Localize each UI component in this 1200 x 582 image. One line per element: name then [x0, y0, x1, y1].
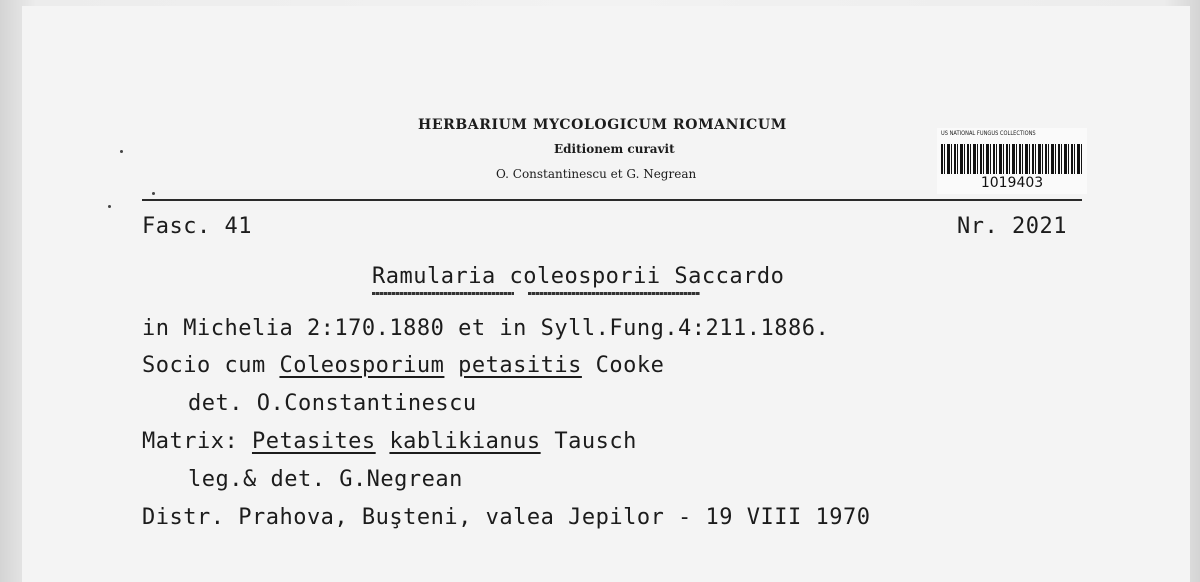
socio-author: Cooke — [595, 353, 665, 378]
socio-epithet: petasitis — [458, 353, 582, 378]
species-name — [372, 264, 784, 289]
barcode-caption: US NATIONAL FUNGUS COLLECTIONS — [941, 130, 1036, 137]
speck-mark — [108, 205, 111, 208]
socio-genus: Coleosporium — [279, 353, 445, 378]
collector-determiner: leg.& det. G.Negrean — [188, 467, 463, 492]
exsiccata-number: Nr. 2021 — [957, 214, 1067, 239]
herbarium-editors: O. Constantinescu et G. Negrean — [496, 167, 697, 181]
locality-line: Distr. Prahova, Buşteni, valea Jepilor - 19 VIII 1970 — [142, 505, 871, 530]
socio-line — [142, 353, 664, 378]
citation-line: in Michelia 2:170.1880 et in Syll.Fung.4:211.1886. — [142, 316, 830, 341]
epithet-underline — [528, 292, 700, 295]
socio-prefix: Socio cum — [142, 353, 266, 378]
matrix-genus: Petasites — [251, 429, 376, 454]
fascicle-number: Fasc. 41 — [142, 214, 252, 239]
species-genus: Ramularia — [372, 264, 496, 289]
header-divider — [142, 199, 1082, 201]
matrix-author: Tausch — [554, 429, 637, 454]
barcode-icon — [941, 144, 1083, 174]
genus-underline — [372, 292, 514, 295]
herbarium-title: HERBARIUM MYCOLOGICUM ROMANICUM — [418, 117, 787, 133]
species-epithet: coleosporii — [509, 264, 661, 289]
species-author: Saccardo — [674, 264, 785, 289]
herbarium-subtitle: Editionem curavit — [554, 142, 675, 156]
matrix-line — [142, 429, 637, 454]
socio-determiner: det. O.Constantinescu — [188, 391, 477, 416]
barcode-label — [937, 128, 1087, 194]
barcode-number: 1019403 — [980, 175, 1044, 191]
speck-mark — [120, 150, 123, 153]
matrix-prefix: Matrix: — [142, 429, 239, 454]
speck-mark — [152, 192, 155, 195]
matrix-epithet: kablikianus — [389, 429, 541, 454]
